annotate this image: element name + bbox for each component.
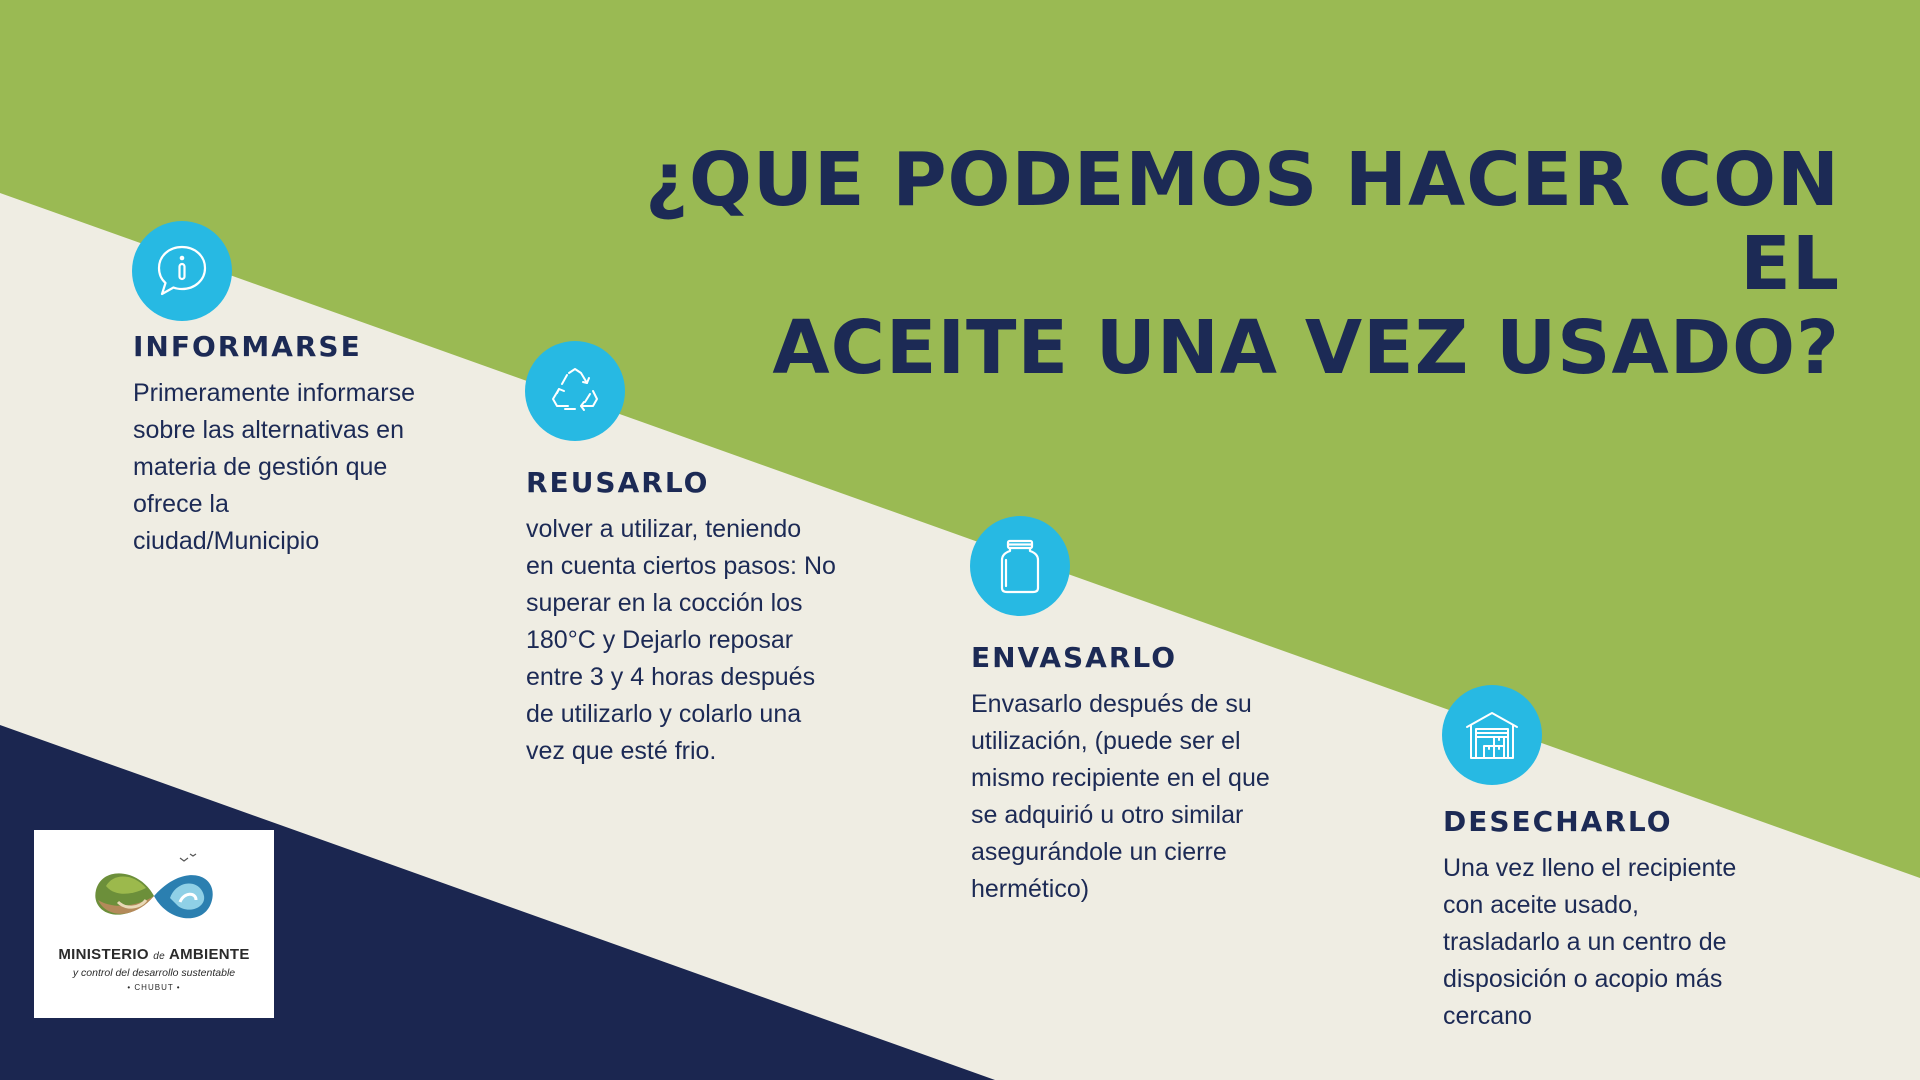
- page-title: [540, 138, 1840, 390]
- step-text-desecharlo: [1443, 850, 1736, 1035]
- logo-title: [34, 946, 274, 963]
- page-title-line-1: ¿QUE PODEMOS HACER CON EL: [645, 137, 1840, 307]
- recycle-icon: [525, 341, 625, 441]
- ministry-logo: [34, 830, 274, 1018]
- text-line: en cuenta ciertos pasos: No: [526, 552, 836, 580]
- text-line: entre 3 y 4 horas después: [526, 663, 816, 691]
- step-title-informarse: INFORMARSE: [133, 330, 362, 363]
- text-line: de utilizarlo y colarlo una: [526, 700, 802, 728]
- text-line: materia de gestión que: [133, 453, 388, 481]
- text-line: 180°C y Dejarlo reposar: [526, 626, 794, 654]
- jar-icon: [970, 516, 1070, 616]
- text-line: cercano: [1443, 1002, 1532, 1030]
- step-title-envasarlo: ENVASARLO: [971, 641, 1178, 674]
- step-text-informarse: [133, 375, 415, 560]
- text-line: con aceite usado,: [1443, 891, 1639, 919]
- text-line: sobre las alternativas en: [133, 416, 404, 444]
- text-line: ciudad/Municipio: [133, 527, 320, 555]
- text-line: Primeramente informarse: [133, 379, 416, 407]
- step-title-desecharlo: DESECHARLO: [1443, 805, 1673, 838]
- logo-title-part-2: de: [153, 951, 166, 962]
- text-line: hermético): [971, 875, 1090, 903]
- text-line: Envasarlo después de su: [971, 690, 1252, 718]
- warehouse-icon: [1442, 685, 1542, 785]
- logo-subtitle: y control del desarrollo sustentable: [72, 967, 236, 979]
- text-line: asegurándole un cierre: [971, 838, 1227, 866]
- text-line: volver a utilizar, teniendo: [526, 515, 802, 543]
- text-line: trasladarlo a un centro de: [1443, 928, 1727, 956]
- text-line: utilización, (puede ser el: [971, 727, 1241, 755]
- text-line: ofrece la: [133, 490, 229, 518]
- infinity-emblem-icon: [84, 848, 224, 943]
- step-text-reusarlo: [526, 511, 836, 770]
- info-speech-bubble-icon: [132, 221, 232, 321]
- text-line: disposición o acopio más: [1443, 965, 1723, 993]
- page-title-line-2: ACEITE UNA VEZ USADO?: [772, 305, 1840, 391]
- text-line: superar en la cocción los: [526, 589, 803, 617]
- logo-title-part-3: AMBIENTE: [168, 946, 250, 963]
- step-text-envasarlo: [971, 686, 1270, 908]
- text-line: Una vez lleno el recipiente: [1443, 854, 1737, 882]
- text-line: vez que esté frio.: [526, 737, 717, 765]
- text-line: mismo recipiente en el que: [971, 764, 1270, 792]
- text-line: se adquirió u otro similar: [971, 801, 1244, 829]
- logo-province: • CHUBUT •: [127, 983, 181, 992]
- step-title-reusarlo: REUSARLO: [526, 466, 710, 499]
- logo-title-part-1: MINISTERIO: [58, 946, 149, 963]
